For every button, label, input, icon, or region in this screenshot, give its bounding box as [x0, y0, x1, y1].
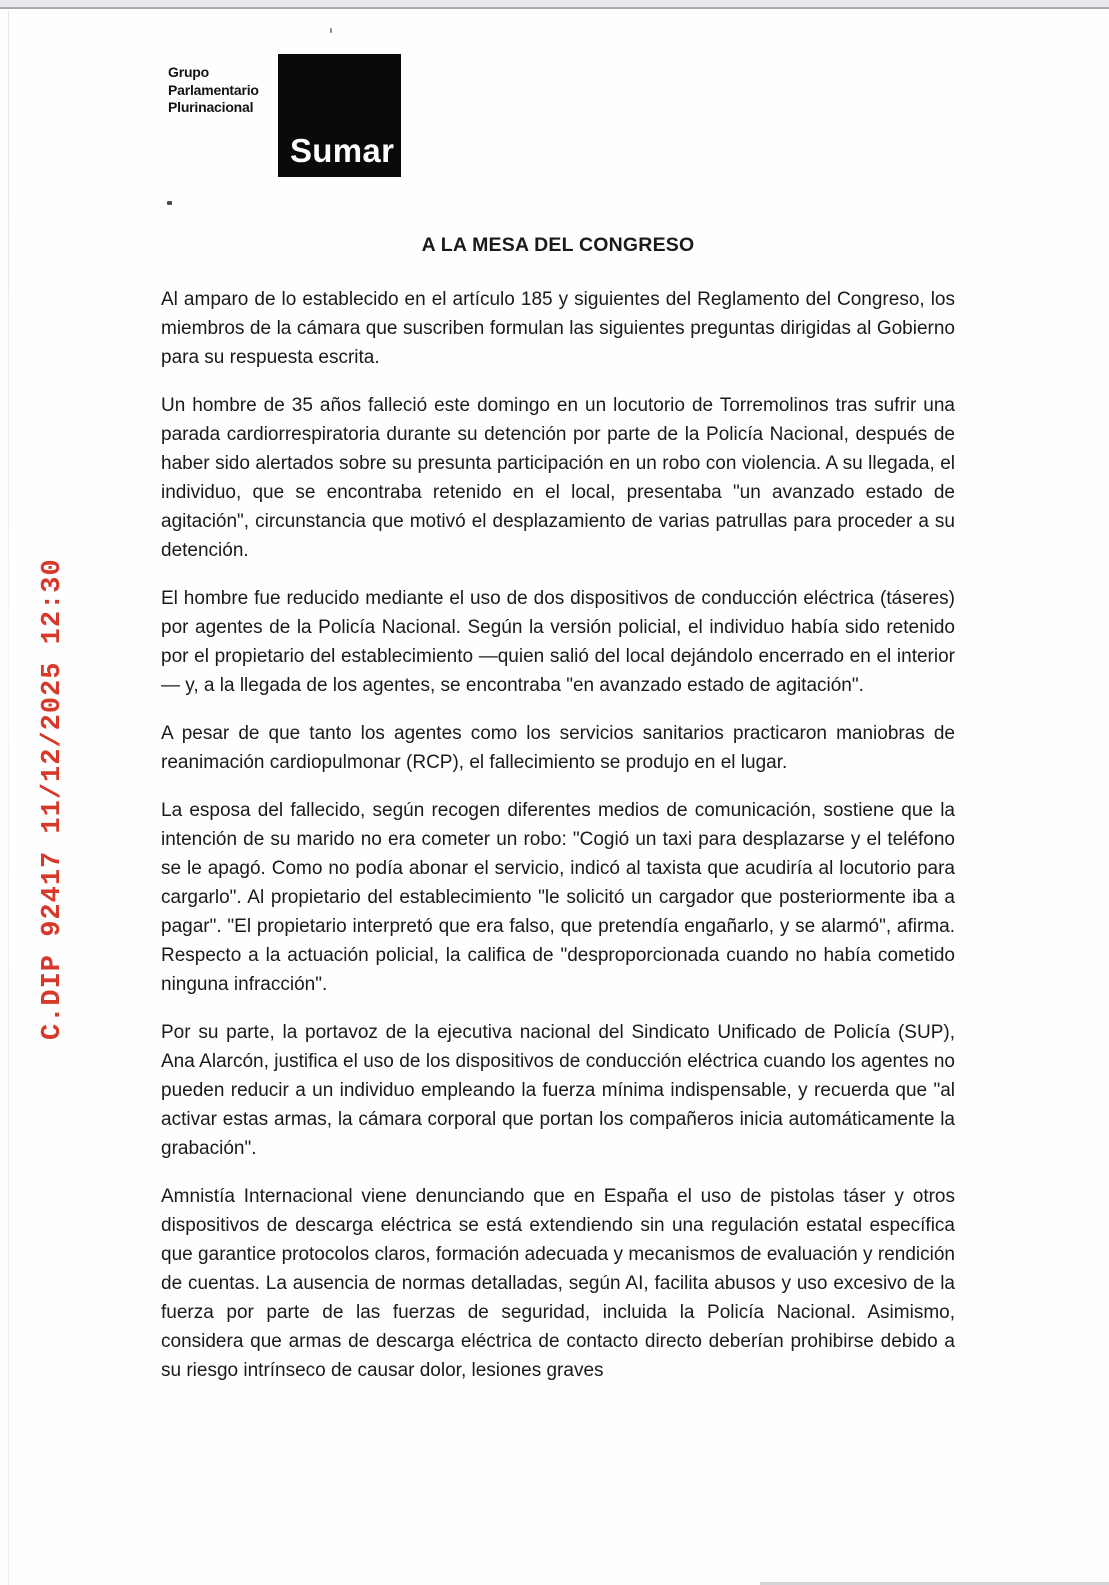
scan-speck	[330, 28, 332, 33]
document-title: A LA MESA DEL CONGRESO	[421, 234, 695, 256]
paragraph-7: Amnistía Internacional viene denunciando que en España el uso de pistolas táser y otros dispositivos de descarga eléctrica se está extendiendo sin una regulación estatal específica que garantice protocolos claros, formación adecuada y mecanismos de evaluación y rendición de cuentas. La ausencia de normas detalladas, según AI, facilita abusos y uso excesivo de la fuerza por parte de las fuerzas de seguridad, incluida la Policía Nacional. Asimismo, considera que armas de descarga eléctrica de contacto directo deberían prohibirse debido a su riesgo intrínseco de causar dolor, lesiones graves	[161, 1186, 955, 1381]
document-body	[161, 231, 955, 1404]
paragraph-1: Al amparo de lo establecido en el artículo 185 y siguientes del Reglamento del Congreso, los miembros de la cámara que suscriben formulan las siguientes preguntas dirigidas al Gobierno para su respuesta escrita.	[161, 289, 955, 368]
paragraph-6: Por su parte, la portavoz de la ejecutiva nacional del Sindicato Unificado de Policía (SUP), Ana Alarcón, justifica el uso de los dispositivos de conducción eléctrica cuando los agentes no pueden reducir a un individuo empleando la fuerza mínima indispensable, y recuerda que "al activar estas armas, la cámara corporal que portan los compañeros inicia automáticamente la grabación".	[161, 1022, 955, 1159]
logo-group-line-2: Parlamentario	[168, 81, 259, 98]
scan-top-edge	[0, 0, 1109, 9]
scan-speck	[167, 201, 172, 205]
sumar-wordmark: Sumar	[290, 132, 395, 169]
logo-group-name	[168, 64, 259, 117]
paragraph-2: Un hombre de 35 años falleció este domingo en un locutorio de Torremolinos tras sufrir una parada cardiorrespiratoria durante su detención por parte de la Policía Nacional, después de haber sido alertados sobre su presunta participación en un robo con violencia. A su llegada, el individuo, que se encontraba retenido en el local, presentaba "un avanzado estado de agitación", circunstancia que motivó el desplazamiento de varias patrullas para proceder a su detención.	[161, 395, 955, 561]
scan-left-edge	[8, 11, 9, 1585]
sumar-logo	[278, 54, 401, 177]
logo-group-line-3: Plurinacional	[168, 99, 254, 115]
registry-stamp: C.DIP 92417 11/12/2025 12:30	[38, 558, 68, 1040]
logo-group-line-1: Grupo	[168, 64, 209, 80]
paragraph-4: A pesar de que tanto los agentes como los servicios sanitarios practicaron maniobras de reanimación cardiopulmonar (RCP), el fallecimiento se produjo en el lugar.	[161, 723, 955, 773]
paragraph-5: La esposa del fallecido, según recogen diferentes medios de comunicación, sostiene que la intención de su marido no era cometer un robo: "Cogió un taxi para desplazarse y el teléfono se le apagó. Como no podía abonar el servicio, indicó al taxista que acudiría al locutorio para cargarlo". Al propietario del establecimiento "le solicitó un cargador que posteriormente iba a pagar". "El propietario interpretó que era falso, que pretendía engañarlo, y se alarmó", afirma. Respecto a la actuación policial, la califica de "desproporcionada cuando no había cometido ninguna infracción".	[161, 800, 955, 995]
paragraph-3: El hombre fue reducido mediante el uso de dos dispositivos de conducción eléctrica (táseres) por agentes de la Policía Nacional. Según la versión policial, el individuo había sido retenido por el propietario del establecimiento —quien salió del local dejándolo encerrado en el interior— y, a la llegada de los agentes, se encontraba "en avanzado estado de agitación".	[161, 588, 955, 696]
